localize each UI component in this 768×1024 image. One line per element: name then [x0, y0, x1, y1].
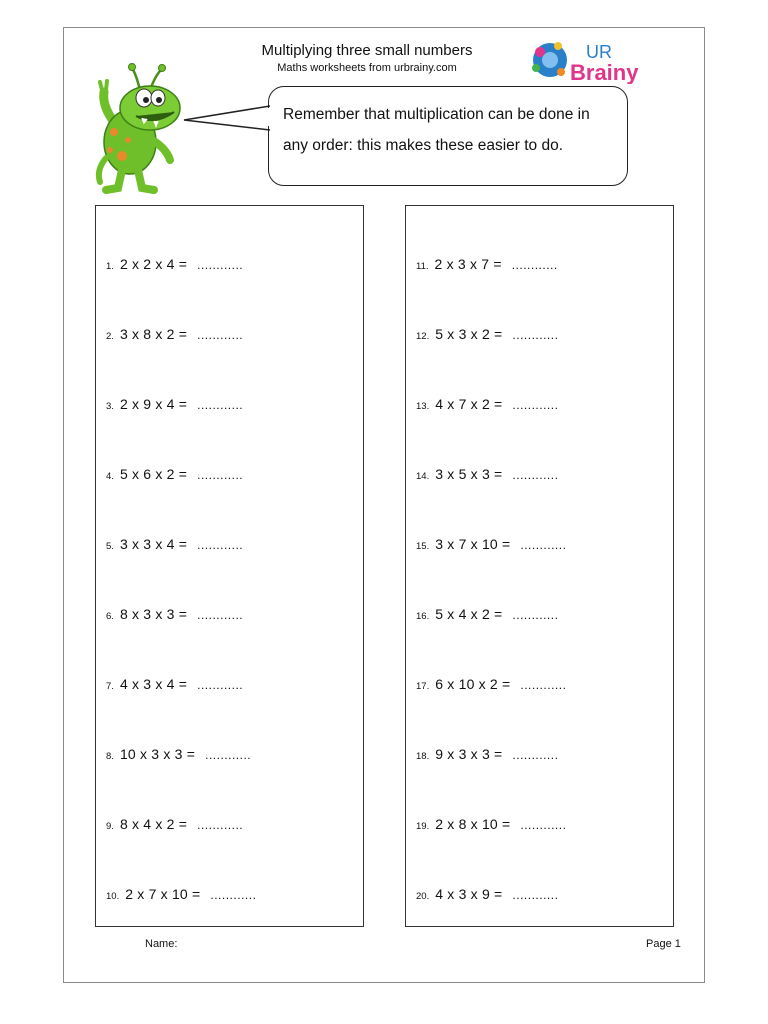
- question-expression: 5 x 6 x 2 =: [119, 466, 188, 482]
- question-row: [106, 886, 256, 910]
- question-row: [416, 886, 558, 910]
- question-number: 18.: [416, 751, 430, 762]
- answer-blank[interactable]: ............: [520, 678, 567, 692]
- answer-blank[interactable]: ............: [511, 258, 558, 272]
- question-number: 20.: [416, 891, 430, 902]
- question-number: 8.: [106, 751, 114, 762]
- questions-panel-right: [405, 205, 674, 927]
- bubble-join: [268, 108, 271, 126]
- question-number: 16.: [416, 611, 430, 622]
- question-row: [106, 536, 243, 560]
- answer-blank[interactable]: ............: [512, 468, 559, 482]
- question-number: 14.: [416, 471, 430, 482]
- question-row: [106, 746, 251, 770]
- answer-blank[interactable]: ............: [512, 748, 559, 762]
- question-expression: 4 x 3 x 9 =: [435, 886, 503, 902]
- question-number: 13.: [416, 401, 430, 412]
- question-row: [416, 816, 566, 840]
- name-label: Name:: [145, 938, 178, 950]
- question-expression: 10 x 3 x 3 =: [119, 746, 196, 762]
- question-number: 19.: [416, 821, 430, 832]
- answer-blank[interactable]: ............: [197, 398, 244, 412]
- question-row: [416, 466, 558, 490]
- question-row: [106, 606, 243, 630]
- question-row: [416, 396, 558, 420]
- question-expression: 2 x 7 x 10 =: [125, 886, 201, 902]
- question-row: [416, 256, 558, 280]
- answer-blank[interactable]: ............: [197, 538, 244, 552]
- question-row: [416, 606, 558, 630]
- question-expression: 4 x 7 x 2 =: [435, 396, 503, 412]
- question-expression: 8 x 4 x 2 =: [119, 816, 188, 832]
- question-number: 7.: [106, 681, 114, 692]
- question-expression: 5 x 4 x 2 =: [435, 606, 503, 622]
- speech-bubble-tail: [182, 100, 272, 140]
- answer-blank[interactable]: ............: [205, 748, 252, 762]
- question-expression: 2 x 3 x 7 =: [434, 256, 502, 272]
- question-expression: 2 x 8 x 10 =: [435, 816, 511, 832]
- answer-blank[interactable]: ............: [197, 468, 244, 482]
- question-row: [416, 746, 558, 770]
- answer-blank[interactable]: ............: [512, 608, 559, 622]
- question-expression: 2 x 2 x 4 =: [119, 256, 188, 272]
- question-number: 9.: [106, 821, 114, 832]
- hint-line-2: any order: this makes these easier to do.: [283, 137, 564, 154]
- speech-bubble: [268, 86, 628, 186]
- question-expression: 6 x 10 x 2 =: [435, 676, 511, 692]
- worksheet-title: Multiplying three small numbers: [261, 42, 473, 59]
- alien-mascot-icon: [92, 60, 192, 195]
- questions-panel-left: [95, 205, 364, 927]
- question-row: [106, 326, 243, 350]
- question-number: 6.: [106, 611, 114, 622]
- question-number: 2.: [106, 331, 114, 342]
- question-number: 5.: [106, 541, 114, 552]
- answer-blank[interactable]: ............: [512, 398, 559, 412]
- question-number: 1.: [106, 261, 114, 272]
- question-expression: 8 x 3 x 3 =: [119, 606, 188, 622]
- logo-text-ur: UR: [586, 42, 612, 62]
- urbrainy-logo: [528, 36, 663, 84]
- question-expression: 9 x 3 x 3 =: [435, 746, 503, 762]
- worksheet-subtitle: Maths worksheets from urbrainy.com: [277, 62, 457, 74]
- question-row: [416, 676, 566, 700]
- question-number: 12.: [416, 331, 430, 342]
- question-expression: 3 x 5 x 3 =: [435, 466, 503, 482]
- question-number: 4.: [106, 471, 114, 482]
- answer-blank[interactable]: ............: [197, 678, 244, 692]
- question-expression: 2 x 9 x 4 =: [119, 396, 188, 412]
- question-row: [106, 676, 243, 700]
- question-number: 3.: [106, 401, 114, 412]
- question-row: [106, 816, 243, 840]
- answer-blank[interactable]: ............: [512, 328, 559, 342]
- answer-blank[interactable]: ............: [210, 888, 257, 902]
- question-number: 17.: [416, 681, 430, 692]
- answer-blank[interactable]: ............: [197, 608, 244, 622]
- answer-blank[interactable]: ............: [520, 818, 567, 832]
- question-expression: 5 x 3 x 2 =: [435, 326, 503, 342]
- question-expression: 4 x 3 x 4 =: [119, 676, 188, 692]
- page-number: Page 1: [646, 938, 681, 950]
- question-expression: 3 x 3 x 4 =: [119, 536, 188, 552]
- question-number: 15.: [416, 541, 430, 552]
- answer-blank[interactable]: ............: [512, 888, 559, 902]
- question-number: 11.: [416, 261, 429, 272]
- question-row: [106, 256, 243, 280]
- answer-blank[interactable]: ............: [197, 258, 244, 272]
- question-number: 10.: [106, 891, 120, 902]
- question-row: [416, 326, 558, 350]
- question-expression: 3 x 8 x 2 =: [119, 326, 188, 342]
- answer-blank[interactable]: ............: [197, 818, 244, 832]
- hint-line-1: Remember that multiplication can be done in: [283, 106, 590, 123]
- answer-blank[interactable]: ............: [520, 538, 567, 552]
- question-row: [106, 466, 243, 490]
- answer-blank[interactable]: ............: [197, 328, 244, 342]
- question-expression: 3 x 7 x 10 =: [435, 536, 511, 552]
- logo-text-brainy: Brainy: [570, 60, 639, 84]
- question-row: [106, 396, 243, 420]
- question-row: [416, 536, 566, 560]
